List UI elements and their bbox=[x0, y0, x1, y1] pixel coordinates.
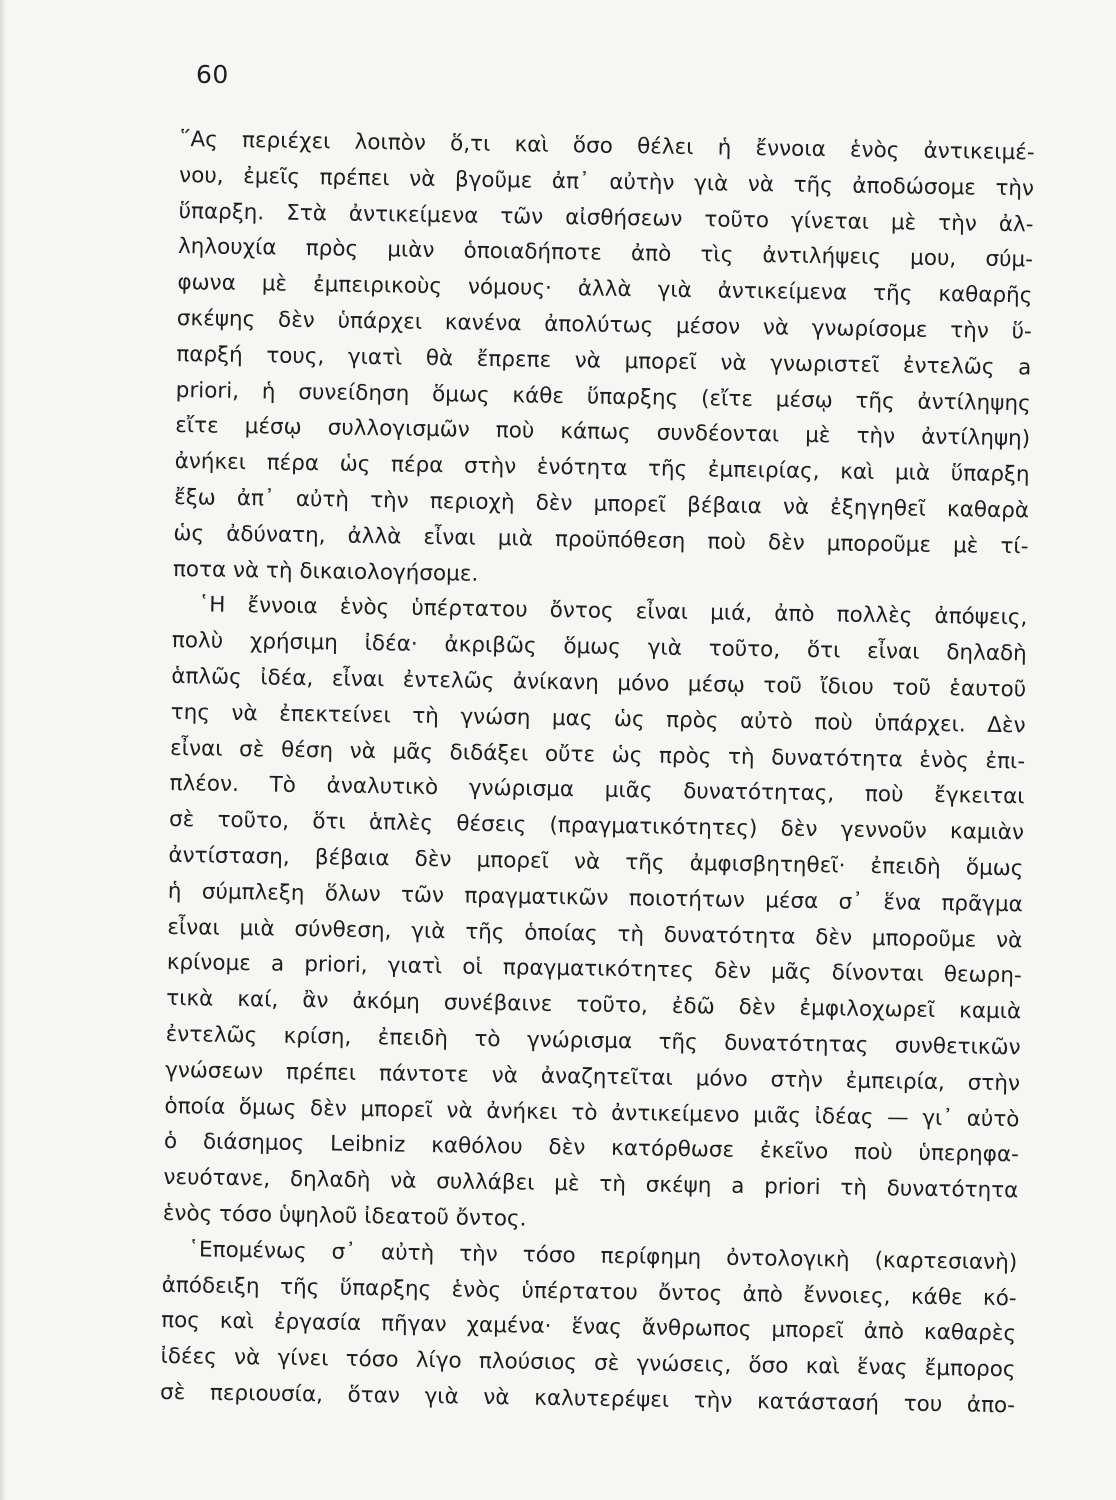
text-line: φωνα μὲ ἐμπειρικοὺς νόμους· ἀλλὰ γιὰ ἀντικείμενα τῆς καθαρῆς bbox=[177, 270, 1033, 309]
text-line: της νὰ ἐπεκτείνει τὴ γνώση μας ὡς πρὸς αὐτὸ ποὺ ὑπάρχει. Δὲν bbox=[170, 699, 1026, 739]
text-line: ὁποία ὅμως δὲν μπορεῖ νὰ ἀνήκει τὸ ἀντικείμενο μιᾶς ἰδέας — γι᾿ αὐτὸ bbox=[164, 1093, 1020, 1132]
text-line: ὁ διάσημος Leibniz καθόλου δὲν κατόρθωσε ἐκεῖνο ποὺ ὑπερηφα- bbox=[163, 1129, 1020, 1168]
text-line: ῾Η ἔννοια ἑνὸς ὑπέρτατου ὄντος εἶναι μιά, ἀπὸ πολλὲς ἀπόψεις, bbox=[198, 592, 1028, 631]
text-line: ἁπλῶς ἰδέα, εἶναι ἐντελῶς ἀνίκανη μόνο μέσῳ τοῦ ἴδιου τοῦ ἑαυτοῦ bbox=[171, 663, 1027, 703]
page-number: 60 bbox=[196, 60, 229, 89]
text-line: εἴτε μέσῳ συλλογισμῶν ποὺ κάπως συνδέονται μὲ τὴν ἀντίληψη) bbox=[175, 413, 1031, 452]
text-line: εἶναι σὲ θέση νὰ μᾶς διδάξει οὔτε ὡς πρὸς τὴ δυνατότητα ἑνὸς ἐπι- bbox=[169, 735, 1026, 774]
text-line: ὡς ἀδύνατη, ἀλλὰ εἶναι μιὰ προϋπόθεση ποὺ δὲν μποροῦμε μὲ τί- bbox=[173, 520, 1029, 560]
text-line: κρίνομε a priori, γιατὶ οἱ πραγματικότητες δὲν μᾶς δίνονται θεωρη- bbox=[166, 950, 1022, 989]
text-line: σκέψης δὲν ὑπάρχει κανένα ἀπολύτως μέσον νὰ γνωρίσομε τὴν ὕ- bbox=[176, 305, 1033, 345]
text-line: παρξή τους, γιατὶ θὰ ἔπρεπε νὰ μπορεῖ νὰ γνωριστεῖ ἐντελῶς a bbox=[176, 341, 1032, 381]
text-line: νευότανε, δηλαδὴ νὰ συλλάβει μὲ τὴ σκέψη a priori τὴ δυνατότητα bbox=[163, 1164, 1019, 1204]
text-line: γνώσεων πρέπει πάντοτε νὰ ἀναζητεῖται μόνο στὴν ἐμπειρία, στὴν bbox=[164, 1057, 1021, 1097]
text-line: ῞Ας περιέχει λοιπὸν ὅ,τι καὶ ὅσο θέλει ἡ ἔννοια ἑνὸς ἀντικειμέ- bbox=[179, 126, 1035, 166]
text-line: τικὰ καί, ἂν ἀκόμη συνέβαινε τοῦτο, ἐδῶ δὲν ἐμφιλοχωρεῖ καμιὰ bbox=[166, 986, 1022, 1025]
body-text bbox=[160, 122, 1035, 1424]
text-line: priori, ἡ συνείδηση ὅμως κάθε ὕπαρξης (εἴτε μέσῳ τῆς ἀντίληψης bbox=[175, 377, 1031, 416]
text-line: ἑνὸς τόσο ὑψηλοῦ ἰδεατοῦ ὄντος. bbox=[162, 1200, 527, 1232]
text-line: ἀνήκει πέρα ὡς πέρα στὴν ἑνότητα τῆς ἐμπειρίας, καὶ μιὰ ὕπαρξη bbox=[174, 449, 1030, 488]
text-line: νου, ἐμεῖς πρέπει νὰ βγοῦμε ἀπ᾿ αὐτὴν γιὰ νὰ τῆς ἀποδώσομε τὴν bbox=[178, 162, 1035, 202]
text-line: ληλουχία πρὸς μιὰν ὁποιαδήποτε ἀπὸ τὶς ἀντιλήψεις μου, σύμ- bbox=[177, 234, 1034, 273]
text-line: σὲ τοῦτο, ὅτι ἁπλὲς θέσεις (πραγματικότητες) δὲν γεννοῦν καμιὰν bbox=[168, 807, 1025, 846]
text-line: ῾Επομένως σ᾿ αὐτὴ τὴν τόσο περίφημη ὀντολογικὴ (καρτεσιανὴ) bbox=[188, 1236, 1018, 1275]
text-line: ποτα νὰ τὴ δικαιολογήσομε. bbox=[172, 556, 479, 587]
text-line: ἰδέες νὰ γίνει τόσο λίγο πλούσιος σὲ γνώσεις, ὅσο καὶ ἕνας ἔμπορος bbox=[160, 1343, 1016, 1383]
text-line: ἔξω ἀπ᾿ αὐτὴ τὴν περιοχὴ δὲν μπορεῖ βέβαια νὰ ἐξηγηθεῖ καθαρὰ bbox=[173, 484, 1030, 524]
text-line: ἀπόδειξη τῆς ὕπαρξης ἑνὸς ὑπέρτατου ὄντος ἀπὸ ἔννοιες, κάθε κό- bbox=[161, 1272, 1017, 1311]
text-line: πλέον. Τὸ ἀναλυτικὸ γνώρισμα μιᾶς δυνατότητας, ποὺ ἔγκειται bbox=[169, 771, 1025, 810]
text-line: ὕπαρξη. Στὰ ἀντικείμενα τῶν αἰσθήσεων τοῦτο γίνεται μὲ τὴν ἀλ- bbox=[178, 198, 1034, 238]
text-line: πος καὶ ἐργασία πῆγαν χαμένα· ἕνας ἄνθρωπος μπορεῖ ἀπὸ καθαρὲς bbox=[160, 1308, 1017, 1347]
text-line: ἀντίσταση, βέβαια δὲν μπορεῖ νὰ τῆς ἀμφισβητηθεῖ· ἐπειδὴ ὅμως bbox=[168, 842, 1024, 882]
text-line: ἡ σύμπλεξη ὅλων τῶν πραγματικῶν ποιοτήτων μέσα σ᾿ ἕνα πρᾶγμα bbox=[167, 878, 1024, 918]
text-line: ἐντελῶς κρίση, ἐπειδὴ τὸ γνώρισμα τῆς δυνατότητας συνθετικῶν bbox=[165, 1021, 1021, 1061]
text-line: σὲ περιουσία, ὅταν γιὰ νὰ καλυτερέψει τὴν κατάστασή του ἀπο- bbox=[159, 1379, 1016, 1419]
page-edge-shadow bbox=[0, 0, 6, 1500]
text-line: πολὺ χρήσιμη ἰδέα· ἀκριβῶς ὅμως γιὰ τοῦτο, ὅτι εἶναι δηλαδὴ bbox=[171, 628, 1027, 667]
text-line: εἶναι μιὰ σύνθεση, γιὰ τῆς ὁποίας τὴ δυνατότητα δὲν μποροῦμε νὰ bbox=[167, 914, 1023, 953]
